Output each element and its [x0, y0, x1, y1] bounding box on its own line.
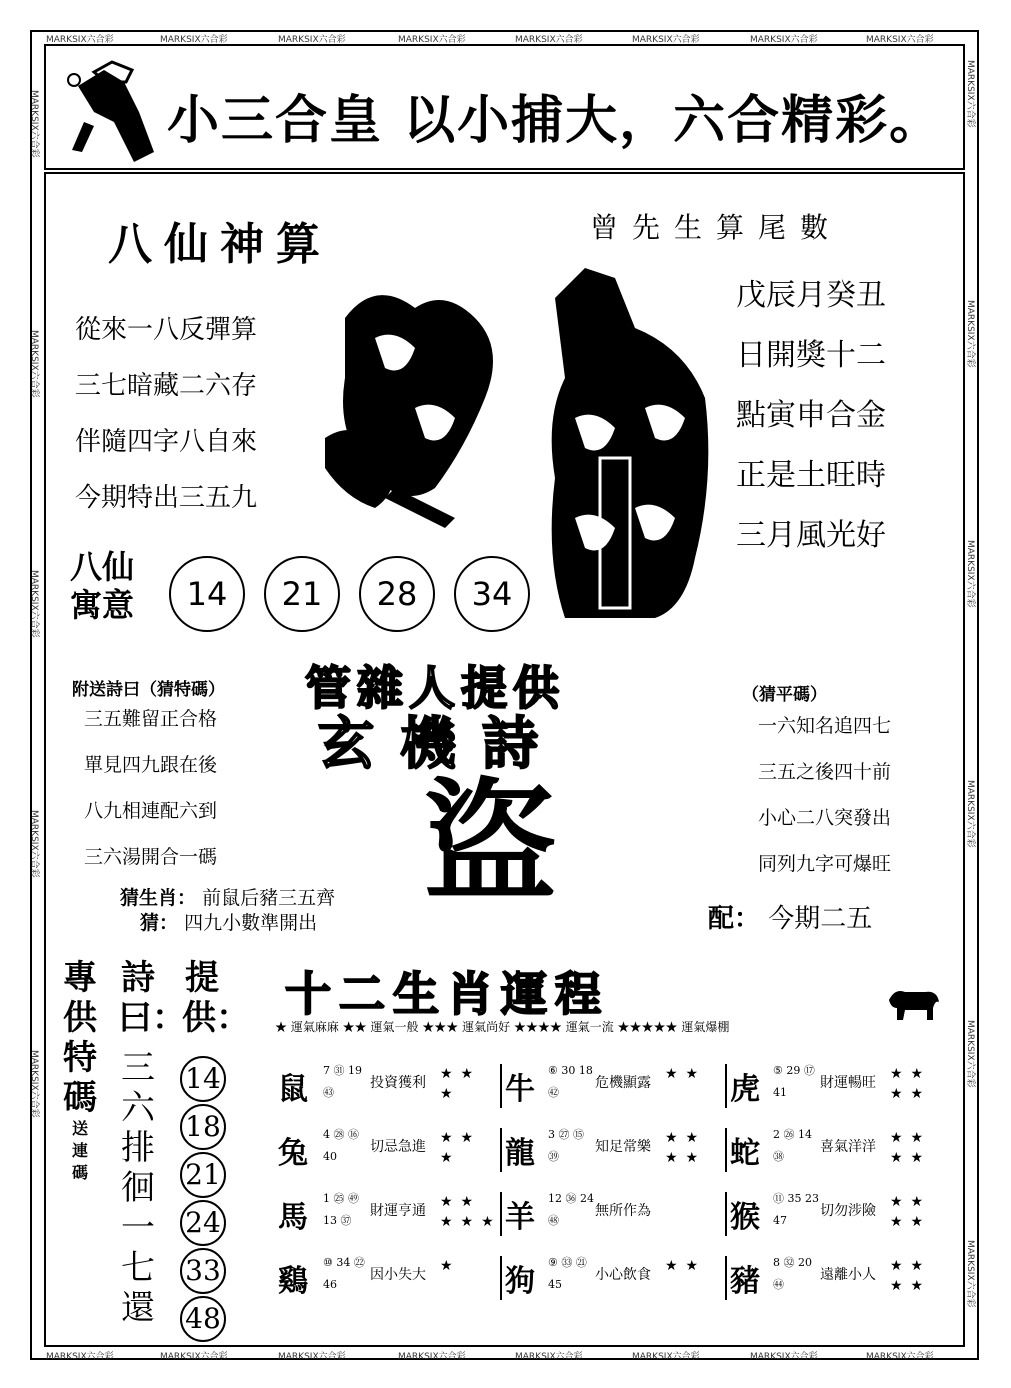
special-code-sub: 送連碼	[71, 1119, 88, 1182]
zodiac-name: 猴	[725, 1192, 763, 1236]
label-line1: 八仙	[70, 548, 135, 586]
poem-left	[75, 302, 257, 526]
eight-immortals-label	[70, 548, 134, 624]
right-poem-line: 同列九字可爆旺	[758, 853, 892, 875]
star-legend: ★ 運氣麻麻 ★★ 運氣一般 ★★★ 運氣尚好 ★★★★ 運氣一流 ★★★★★ 運氣爆棚	[275, 1020, 730, 1034]
label-line2: 寓意	[70, 586, 135, 624]
zodiac-stars: ★★ ★★	[890, 1130, 932, 1166]
zodiac-fortune: 因小失大	[370, 1267, 426, 1283]
watermark-right-3: MARKSIX六合彩	[965, 540, 975, 608]
zodiac-numbers: 3 ㉗ ⑮ ㊴	[548, 1128, 584, 1163]
zodiac-cell	[275, 1060, 485, 1108]
right-poem	[758, 703, 891, 887]
zodiac-fortune: 財運亨通	[370, 1203, 426, 1219]
zodiac-fortune: 無所作為	[595, 1203, 651, 1219]
zodiac-cell	[500, 1060, 710, 1108]
provide-number-circle: 48	[180, 1296, 226, 1342]
poem-right-line: 點寅申合金	[736, 398, 886, 433]
watermark-right-1: MARKSIX六合彩	[965, 60, 975, 128]
zodiac-name: 豬	[725, 1256, 763, 1300]
zodiac-cell	[725, 1188, 935, 1236]
left-poem-line: 八九相連配六到	[84, 800, 218, 822]
watermark-top-1: MARKSIX六合彩	[46, 35, 114, 45]
guess-label: 猜：	[140, 912, 179, 934]
section2-title-line1: 管雜人提供	[305, 661, 565, 715]
zodiac-numbers: 12 ㊱ 24 ㊽	[548, 1192, 594, 1227]
header-title: 小三合皇 以小捕大，六合精彩。	[167, 91, 944, 151]
section1-title-right: 曾先生算尾數	[590, 211, 843, 244]
zodiac-fortune: 危機顯露	[595, 1075, 651, 1091]
zodiac-name: 蛇	[725, 1128, 763, 1172]
provide-number-circle: 24	[180, 1200, 226, 1246]
watermark-top-4: MARKSIX六合彩	[398, 35, 466, 45]
zodiac-stars: ★★ ★★★	[440, 1194, 502, 1230]
zodiac-fortune-title: 十二生肖運程	[285, 967, 609, 1021]
zodiac-name: 馬	[278, 1200, 308, 1235]
guess-row	[140, 908, 317, 935]
zodiac-cell	[500, 1252, 710, 1300]
special-code-title-text: 專供特碼	[63, 958, 97, 1118]
watermark-top-7: MARKSIX六合彩	[750, 35, 818, 45]
zodiac-numbers: ⑤ 29 ⑰ 41	[773, 1064, 815, 1099]
guess-zodiac-label: 猜生肖：	[120, 887, 197, 909]
zodiac-numbers: 1 ㉕ ㊾ 13 ㊲	[323, 1192, 359, 1227]
center-big-character: 盜	[424, 765, 556, 920]
watermark-bottom-8: MARKSIX六合彩	[866, 1352, 934, 1362]
zodiac-stars: ★	[440, 1258, 461, 1274]
zodiac-fortune: 小心飲食	[595, 1267, 651, 1283]
left-poem-line: 單見四九跟在後	[84, 754, 218, 776]
zodiac-name: 龍	[500, 1128, 538, 1172]
right-poem-head: （猜平碼）	[742, 685, 827, 705]
watermark-bottom-1: MARKSIX六合彩	[46, 1352, 114, 1362]
left-poem-line: 三六湯開合一碼	[84, 846, 218, 868]
watermark-left-3: MARKSIX六合彩	[29, 570, 39, 638]
zodiac-fortune: 切勿涉險	[820, 1203, 876, 1219]
zodiac-numbers: 8 ㉜ 20 ㊹	[773, 1256, 812, 1291]
special-code-title	[60, 958, 100, 1184]
singer-figure-icon	[54, 52, 164, 164]
zodiac-numbers: ⑥ 30 18 ㊷	[548, 1064, 593, 1099]
zodiac-name: 狗	[500, 1256, 538, 1300]
watermark-bottom-5: MARKSIX六合彩	[515, 1352, 583, 1362]
watermark-right-2: MARKSIX六合彩	[965, 300, 975, 368]
zodiac-name: 虎	[725, 1064, 763, 1108]
watermark-top-2: MARKSIX六合彩	[160, 35, 228, 45]
right-poem-line: 三五之後四十前	[758, 761, 892, 783]
left-poem-line: 三五難留正合格	[84, 708, 218, 730]
zodiac-cell	[275, 1252, 485, 1300]
zodiac-cell	[725, 1060, 935, 1108]
watermark-bottom-2: MARKSIX六合彩	[160, 1352, 228, 1362]
provide-title: 提供：	[182, 958, 250, 1038]
provide-number-circle: 14	[180, 1056, 226, 1102]
watermark-right-5: MARKSIX六合彩	[965, 1020, 975, 1088]
zodiac-stars: ★★ ★	[440, 1066, 482, 1102]
watermark-bottom-4: MARKSIX六合彩	[398, 1352, 466, 1362]
zodiac-fortune: 投資獲利	[370, 1075, 426, 1091]
watermark-right-6: MARKSIX六合彩	[965, 1240, 975, 1308]
zodiac-name: 兔	[278, 1136, 308, 1171]
provide-number-circle: 21	[180, 1152, 226, 1198]
pair-row	[708, 898, 872, 935]
poem-title-column	[118, 958, 186, 1328]
poem-right	[736, 266, 886, 566]
poem-text: 三六排徊一七還	[121, 1048, 155, 1328]
zodiac-fortune: 財運暢旺	[820, 1075, 876, 1091]
number-circle: 21	[264, 556, 340, 632]
zodiac-numbers: 4 ㉘ ⑯ 40	[323, 1128, 359, 1163]
watermark-bottom-7: MARKSIX六合彩	[750, 1352, 818, 1362]
zodiac-cell	[500, 1188, 710, 1236]
poem-right-line: 三月風光好	[736, 518, 886, 553]
left-poem-head: 附送詩曰（猜特碼）	[72, 680, 225, 700]
watermark-bottom-3: MARKSIX六合彩	[278, 1352, 346, 1362]
guess-zodiac-row	[120, 883, 335, 910]
section1-title-left: 八仙神算	[108, 219, 332, 270]
provide-number-circle: 33	[180, 1248, 226, 1294]
poem-left-line: 三七暗藏二六存	[75, 371, 258, 401]
zodiac-stars: ★★ ★★	[665, 1130, 707, 1166]
guess-zodiac-text: 前鼠后豬三五齊	[202, 887, 336, 909]
watermark-top-6: MARKSIX六合彩	[632, 35, 700, 45]
zodiac-stars: ★★ ★★	[890, 1194, 932, 1230]
poem-right-line: 戊辰月癸丑	[736, 278, 886, 313]
provide-numbers	[180, 1056, 226, 1344]
right-poem-line: 小心二八突發出	[758, 807, 892, 829]
zodiac-cell	[500, 1124, 710, 1172]
watermark-left-2: MARKSIX六合彩	[29, 330, 39, 398]
zodiac-cell	[275, 1124, 485, 1172]
watermark-left-5: MARKSIX六合彩	[29, 1050, 39, 1118]
watermark-left-1: MARKSIX六合彩	[29, 90, 39, 158]
zodiac-stars: ★★ ★★	[890, 1258, 932, 1294]
tiger-icon	[885, 980, 941, 1024]
zodiac-fortune: 切忌急進	[370, 1139, 426, 1155]
poem-left-line: 從來一八反彈算	[75, 315, 258, 345]
zodiac-cell	[275, 1188, 502, 1236]
zodiac-numbers: ⑨ ㉝ ㉑ 45	[548, 1256, 587, 1291]
zodiac-stars: ★★	[665, 1258, 707, 1274]
watermark-bottom-6: MARKSIX六合彩	[632, 1352, 700, 1362]
guess-text: 四九小數準開出	[184, 912, 318, 934]
zodiac-numbers: 7 ㉛ 19 ㊸	[323, 1064, 362, 1099]
poem-left-line: 伴隨四字八自來	[75, 427, 258, 457]
zodiac-name: 牛	[500, 1064, 538, 1108]
watermark-left-4: MARKSIX六合彩	[29, 810, 39, 878]
zodiac-cell	[725, 1252, 935, 1300]
zodiac-numbers: ⑪ 35 23 47	[773, 1192, 819, 1227]
poem-title: 詩曰：	[118, 958, 186, 1038]
section2-title-line2: 玄機詩	[318, 712, 564, 777]
pair-label: 配：	[708, 904, 761, 934]
zodiac-numbers: ⑩ 34 ㉒ 46	[323, 1256, 365, 1291]
left-poem	[84, 696, 217, 880]
poem-right-line: 正是土旺時	[736, 458, 886, 493]
provide-number-circle: 18	[180, 1104, 226, 1150]
zodiac-fortune: 喜氣洋洋	[820, 1139, 876, 1155]
zodiac-name: 鼠	[278, 1072, 308, 1107]
right-poem-line: 一六知名追四七	[758, 715, 892, 737]
watermark-top-8: MARKSIX六合彩	[866, 35, 934, 45]
zodiac-name: 鷄	[278, 1264, 308, 1299]
poem-right-line: 日開獎十二	[736, 338, 886, 373]
watermark-right-4: MARKSIX六合彩	[965, 780, 975, 848]
zodiac-cell	[725, 1124, 935, 1172]
zodiac-stars: ★★ ★★	[890, 1066, 932, 1102]
pair-text: 今期二五	[768, 904, 873, 934]
number-circle: 28	[359, 556, 435, 632]
provide-column	[182, 958, 250, 1038]
header-box	[44, 44, 965, 170]
zodiac-stars: ★★ ★	[440, 1130, 482, 1166]
zodiac-stars: ★★	[665, 1066, 707, 1082]
number-circle: 34	[454, 556, 530, 632]
poem-left-line: 今期特出三五九	[75, 483, 258, 513]
zodiac-fortune: 遠離小人	[820, 1267, 876, 1283]
zodiac-name: 羊	[500, 1192, 538, 1236]
zodiac-numbers: 2 ㉖ 14 ㊳	[773, 1128, 812, 1163]
watermark-top-5: MARKSIX六合彩	[515, 35, 583, 45]
watermark-top-3: MARKSIX六合彩	[278, 35, 346, 45]
zodiac-fortune: 知足常樂	[595, 1139, 651, 1155]
number-circle: 14	[169, 556, 245, 632]
